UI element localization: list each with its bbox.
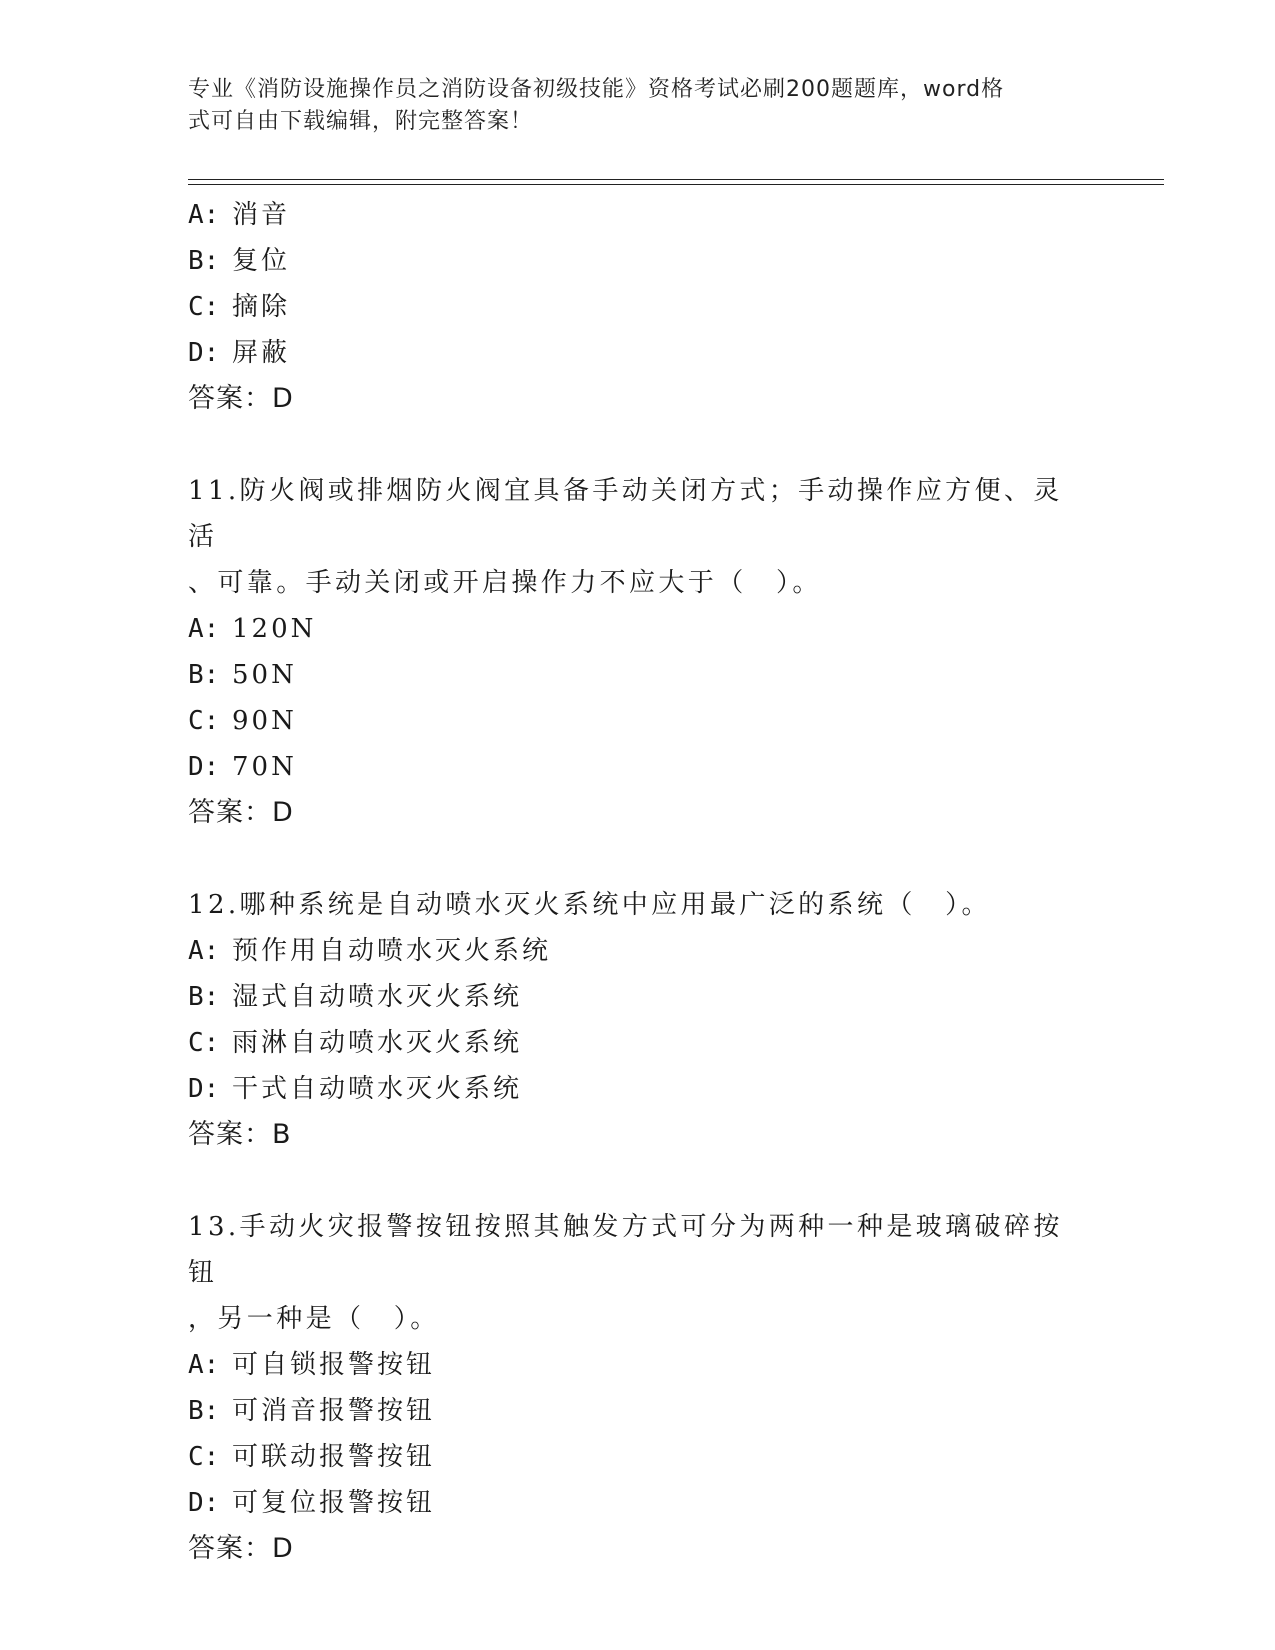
option-text: 摘除 — [232, 292, 291, 322]
option-b — [188, 238, 1088, 284]
spacer — [188, 422, 1088, 468]
option-text: 可消音报警按钮 — [232, 1396, 436, 1426]
option-d — [188, 744, 1088, 790]
header-divider-top — [188, 179, 1164, 180]
document-header — [188, 74, 1088, 138]
option-c — [188, 698, 1088, 744]
spacer — [188, 1158, 1088, 1204]
option-text: 消音 — [232, 200, 291, 230]
option-label: C: — [188, 706, 220, 736]
option-c — [188, 1434, 1088, 1480]
question-block — [188, 192, 1088, 422]
option-text: 可联动报警按钮 — [232, 1442, 436, 1472]
option-a — [188, 606, 1088, 652]
option-label: A: — [188, 614, 220, 644]
question-stem — [188, 1204, 1088, 1342]
option-text: 湿式自动喷水灭火系统 — [232, 982, 523, 1012]
question-stem-line: 12.哪种系统是自动喷水灭火系统中应用最广泛的系统（ ）。 — [188, 890, 991, 920]
option-label: A: — [188, 1350, 220, 1380]
question-block — [188, 1204, 1088, 1572]
answer-line: 答案：D — [188, 383, 294, 414]
option-b — [188, 974, 1088, 1020]
option-label: A: — [188, 200, 220, 230]
option-a — [188, 1342, 1088, 1388]
option-text: 复位 — [232, 246, 291, 276]
option-label: B: — [188, 982, 220, 1012]
option-label: A: — [188, 936, 220, 966]
option-d — [188, 1480, 1088, 1526]
option-c — [188, 284, 1088, 330]
option-label: C: — [188, 1442, 220, 1472]
header-divider-bottom — [188, 184, 1164, 185]
option-b — [188, 652, 1088, 698]
question-stem-line: 11.防火阀或排烟防火阀宜具备手动关闭方式；手动操作应方便、灵活 — [188, 476, 1063, 552]
option-label: B: — [188, 1396, 220, 1426]
question-stem-line: 13.手动火灾报警按钮按照其触发方式可分为两种一种是玻璃破碎按钮 — [188, 1212, 1063, 1288]
option-d — [188, 1066, 1088, 1112]
option-text: 90N — [232, 706, 297, 736]
question-block — [188, 882, 1088, 1158]
spacer — [188, 836, 1088, 882]
option-d — [188, 330, 1088, 376]
question-block — [188, 468, 1088, 836]
answer-line: 答案：D — [188, 1533, 294, 1564]
question-list — [188, 192, 1088, 1572]
question-stem — [188, 882, 1088, 928]
option-text: 可自锁报警按钮 — [232, 1350, 436, 1380]
option-label: C: — [188, 1028, 220, 1058]
question-stem — [188, 468, 1088, 606]
option-text: 预作用自动喷水灭火系统 — [232, 936, 552, 966]
answer-line: 答案：D — [188, 797, 294, 828]
header-line-2: 式可自由下载编辑，附完整答案！ — [188, 109, 534, 134]
option-c — [188, 1020, 1088, 1066]
question-stem-line: 、可靠。手动关闭或开启操作力不应大于（ ）。 — [188, 568, 822, 598]
option-label: B: — [188, 246, 220, 276]
option-text: 可复位报警按钮 — [232, 1488, 436, 1518]
option-label: D: — [188, 338, 220, 368]
question-stem-line: ，另一种是（ ）。 — [188, 1304, 440, 1334]
option-a — [188, 192, 1088, 238]
option-text: 屏蔽 — [232, 338, 291, 368]
option-label: D: — [188, 1074, 220, 1104]
option-text: 50N — [232, 660, 297, 690]
option-label: C: — [188, 292, 220, 322]
option-text: 70N — [232, 752, 297, 782]
option-text: 干式自动喷水灭火系统 — [232, 1074, 523, 1104]
answer-line: 答案：B — [188, 1119, 292, 1150]
option-b — [188, 1388, 1088, 1434]
option-label: D: — [188, 752, 220, 782]
option-a — [188, 928, 1088, 974]
option-label: B: — [188, 660, 220, 690]
header-line-1: 专业《消防设施操作员之消防设备初级技能》资格考试必刷200题题库，word格 — [188, 77, 1005, 102]
option-text: 120N — [232, 614, 317, 644]
option-label: D: — [188, 1488, 220, 1518]
option-text: 雨淋自动喷水灭火系统 — [232, 1028, 523, 1058]
